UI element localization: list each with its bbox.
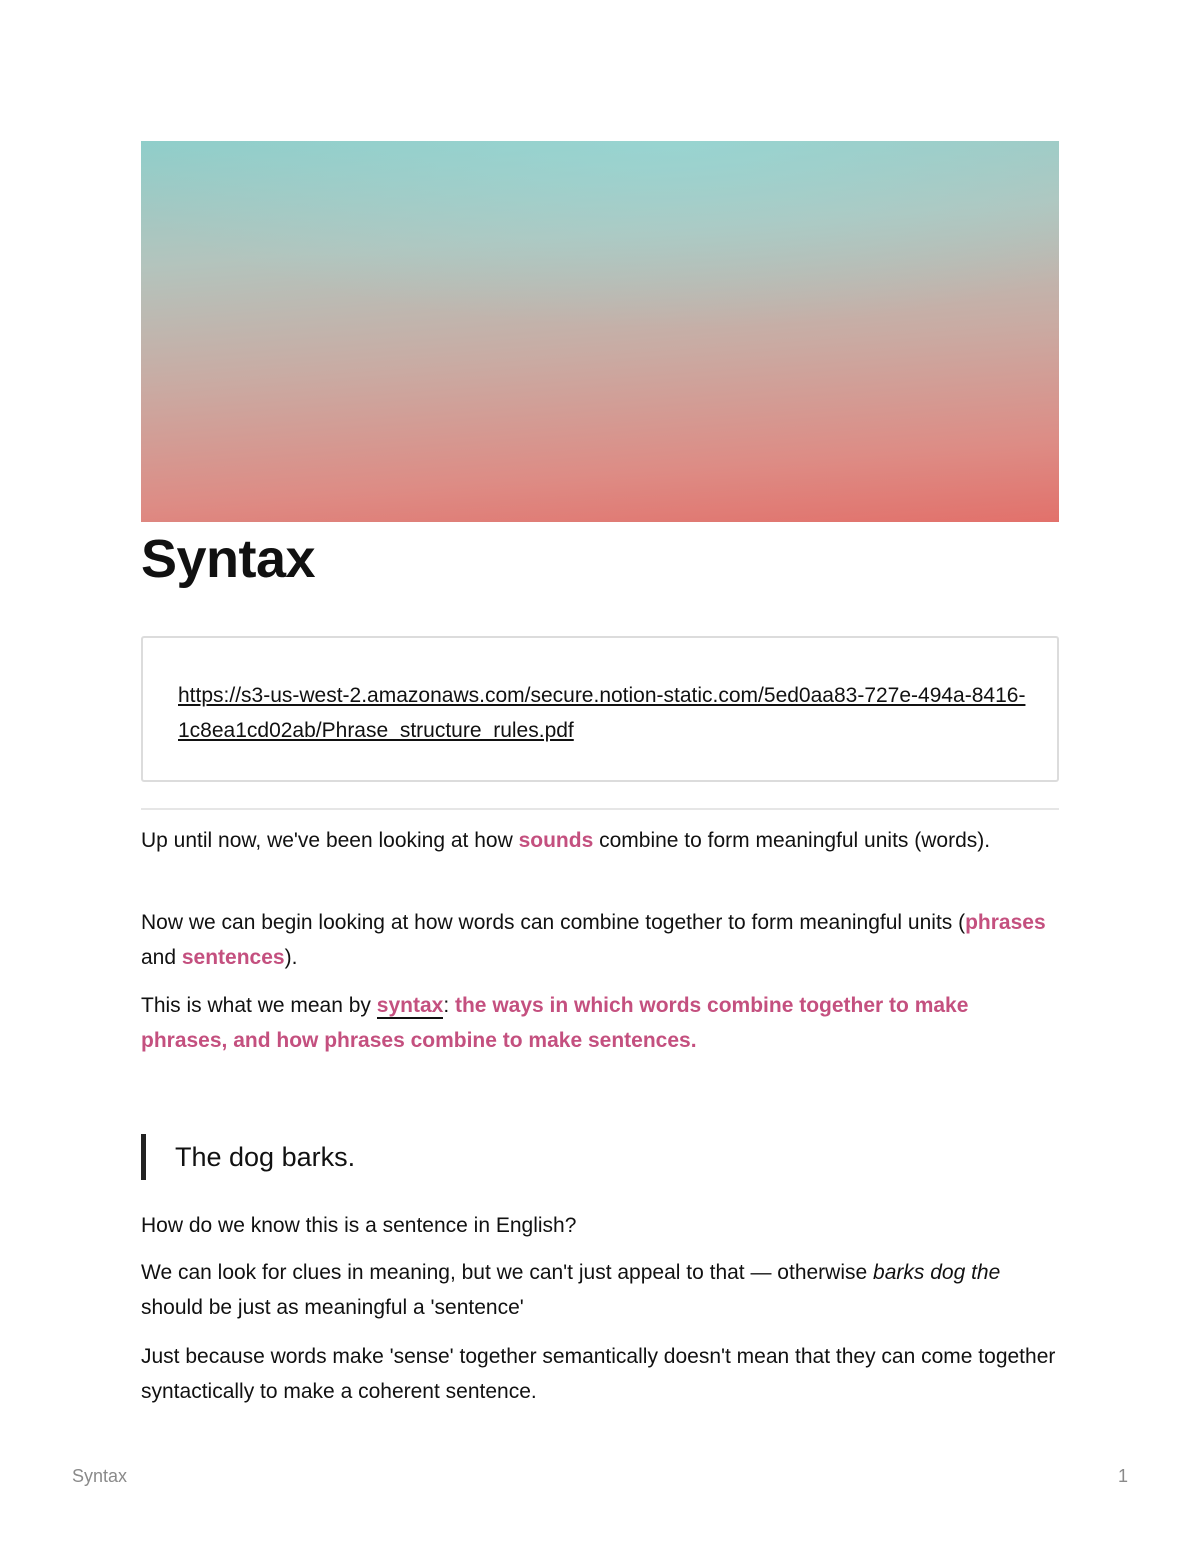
pdf-link[interactable]: https://s3-us-west-2.amazonaws.com/secure.notion-static.com/5ed0aa83-727e-494a-8416-1c8ea1cd02ab/Phrase_structure_rules.pdf	[178, 684, 1026, 742]
highlight-sounds: sounds	[518, 829, 594, 852]
quote-bar	[141, 1134, 146, 1180]
quote-block	[141, 1134, 1059, 1180]
page-title: Syntax	[141, 529, 316, 589]
paragraph-question: How do we know this is a sentence in English?	[141, 1214, 577, 1237]
quote-text: The dog barks.	[175, 1142, 356, 1172]
example-phrase: barks dog the	[873, 1261, 1001, 1284]
paragraph-phrases: Now we can begin looking at how words can combine together to form meaningful units (phrases and sentences).	[141, 911, 1046, 969]
syntax-link[interactable]: syntax	[376, 994, 444, 1017]
paragraph-definition: This is what we mean by syntax: the ways in which words combine together to make phrases, and how phrases combine to make sentences.	[141, 994, 969, 1052]
paragraph-intro: Up until now, we've been looking at how sounds combine to form meaningful units (words).	[141, 829, 991, 852]
embedded-file-bookmark[interactable]	[141, 636, 1059, 782]
page-number: 1	[1117, 1466, 1128, 1486]
footer-title: Syntax	[72, 1466, 128, 1486]
paragraph-meaning: We can look for clues in meaning, but we can't just appeal to that — otherwise barks dog the should be just as meaningful a 'sentence'	[141, 1261, 1001, 1319]
highlight-phrases: phrases	[965, 911, 1046, 934]
paragraph-semantics: Just because words make 'sense' together semantically doesn't mean that they can come together syntactically to make a coherent sentence.	[141, 1345, 1056, 1403]
definition-highlight: the ways in which words combine together to make phrases, and how phrases combine to make sentences.	[141, 994, 969, 1052]
divider	[141, 808, 1059, 810]
highlight-sentences: sentences	[181, 946, 285, 969]
cover-image	[141, 141, 1059, 522]
